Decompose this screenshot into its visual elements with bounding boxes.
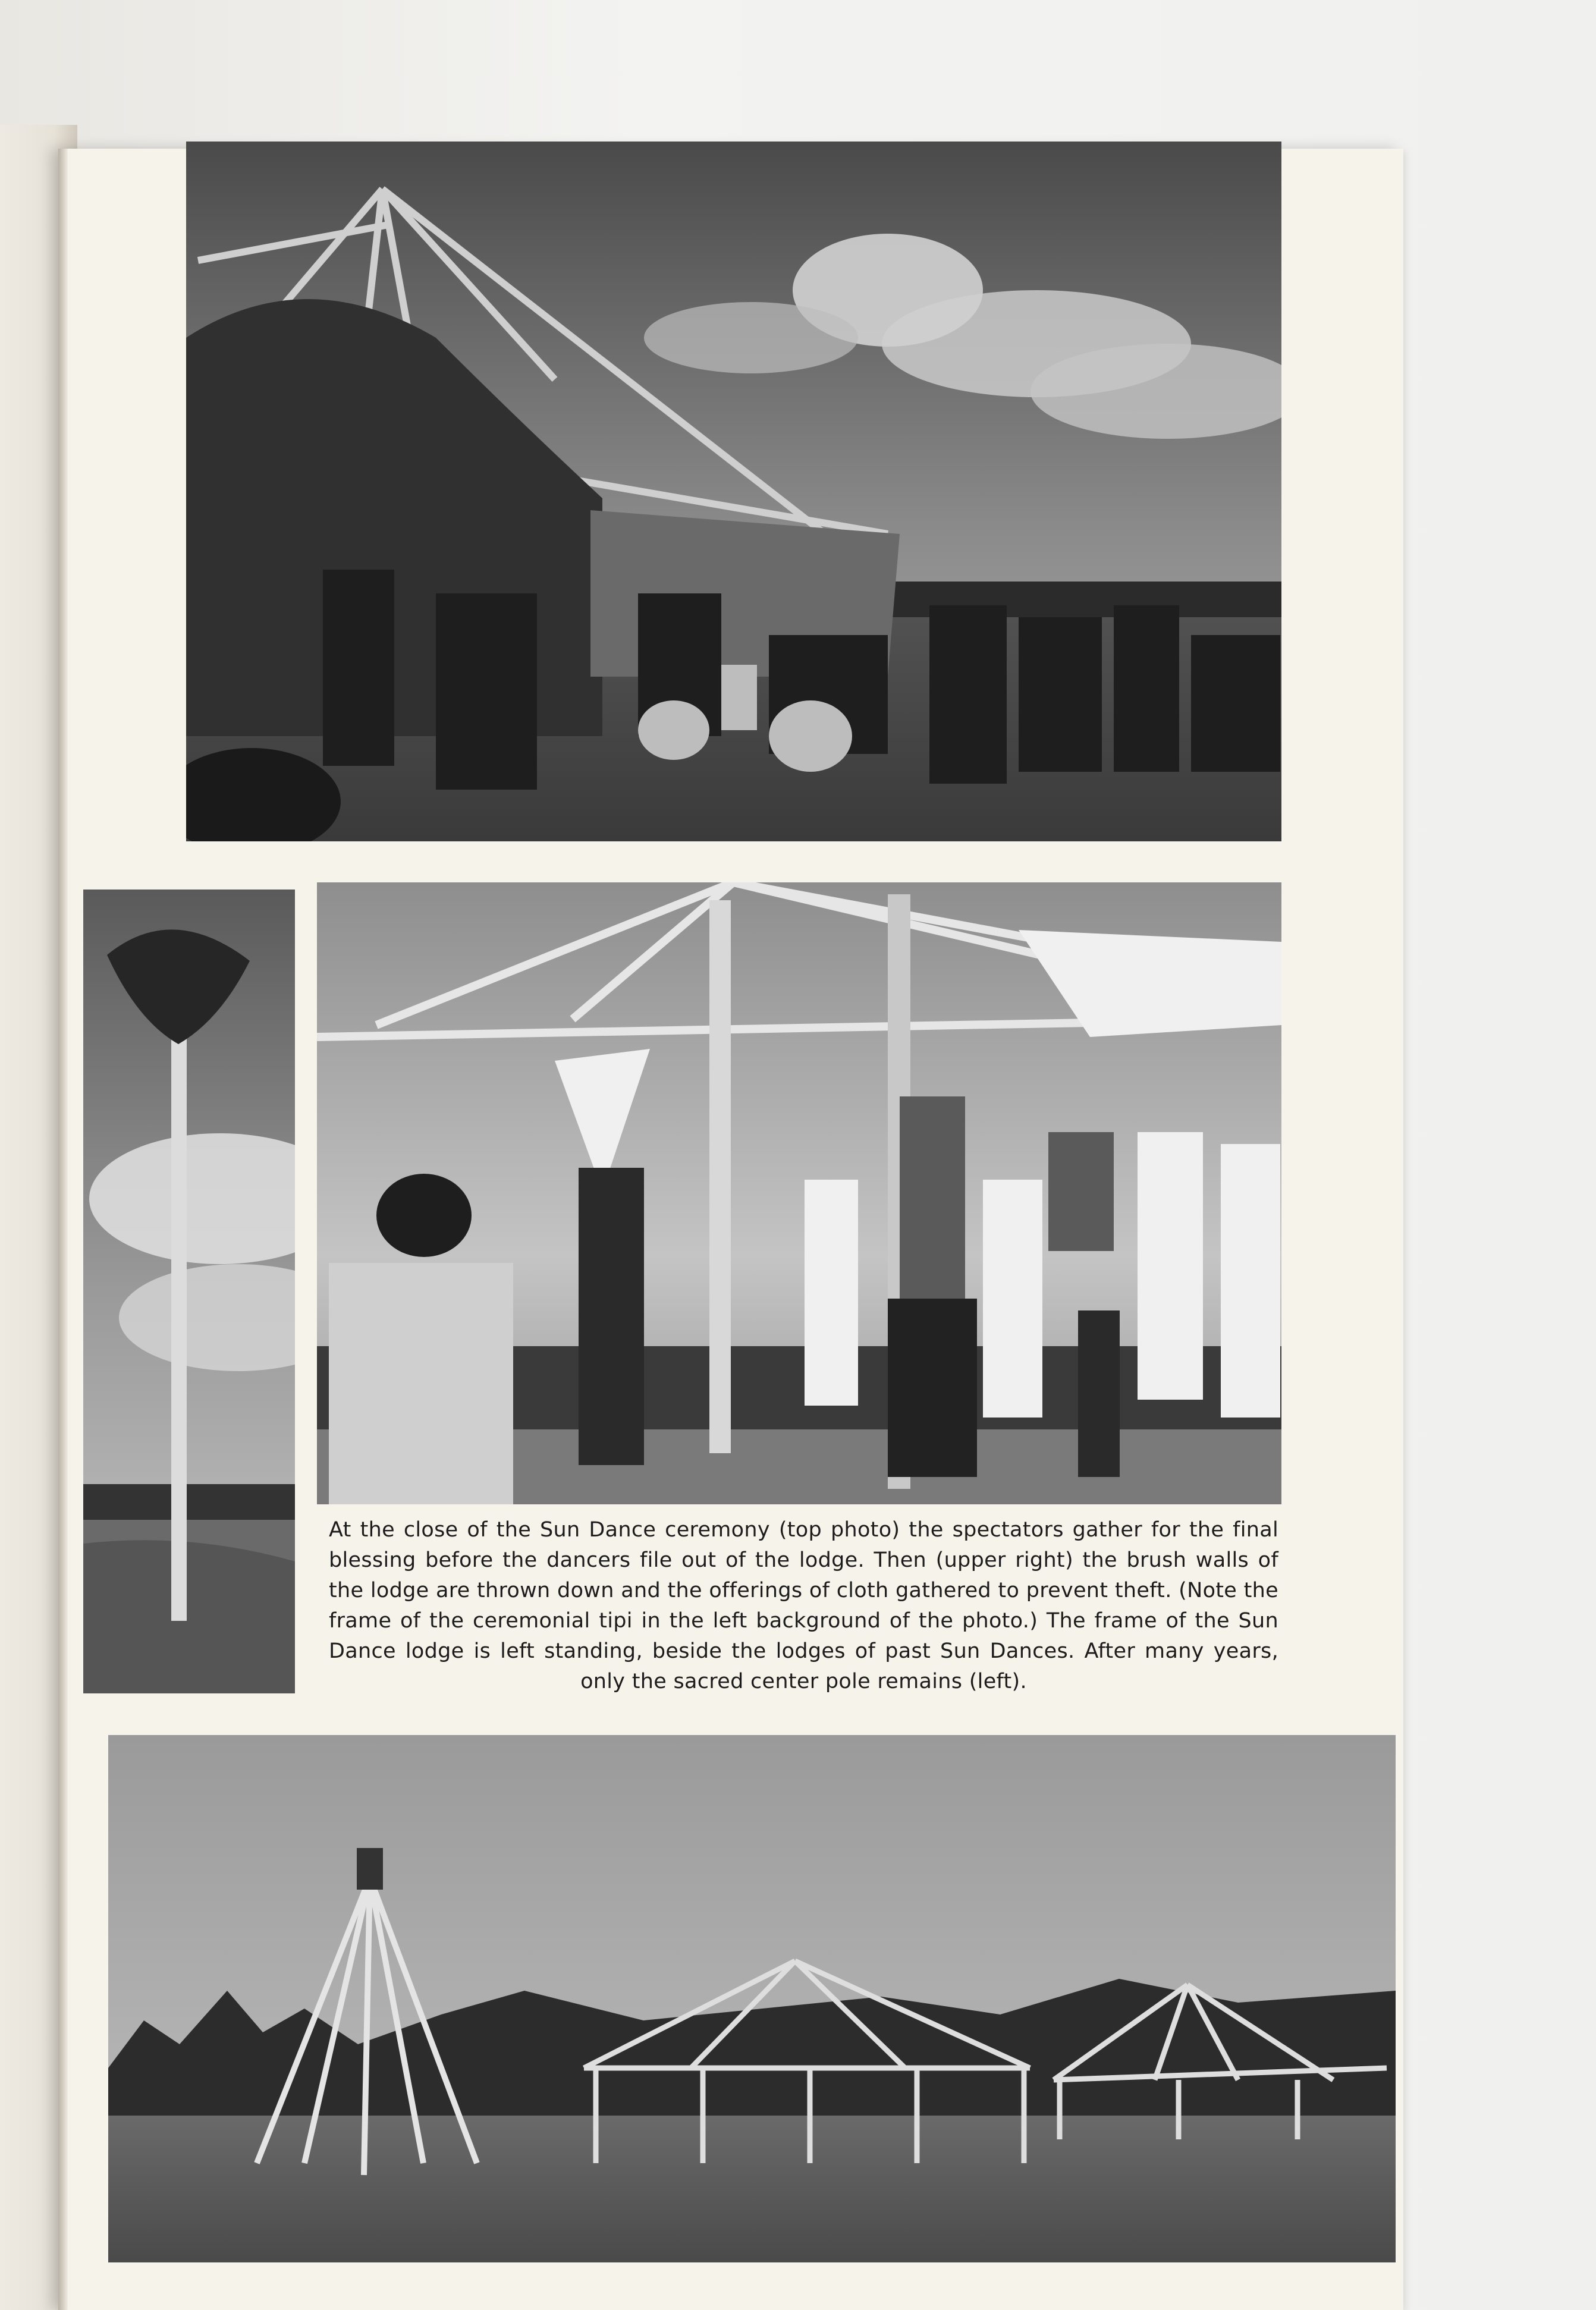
- photo-past-lodge-frames: [108, 1735, 1396, 2262]
- photo-sacred-center-pole: [83, 890, 295, 1693]
- page-edge-shadow: [58, 149, 68, 2310]
- photo-caption: At the close of the Sun Dance ceremony (top photo) the spectators gather for the final blessing before the dancers file out of the lodge. Then (upper right) the brush walls of the lodge are thrown down and the offerings of cloth gathered to prevent theft. (Note the frame of the ceremonial tipi in the left background of the photo.) The frame of the Sun Dance lodge is left standing, beside the lodges of past Sun Dances. After many years, only the sacred center pole remains (left).: [329, 1518, 1278, 1693]
- photo-lodge-cloth-offerings: [317, 882, 1281, 1504]
- photo-sun-dance-ceremony: [186, 142, 1281, 841]
